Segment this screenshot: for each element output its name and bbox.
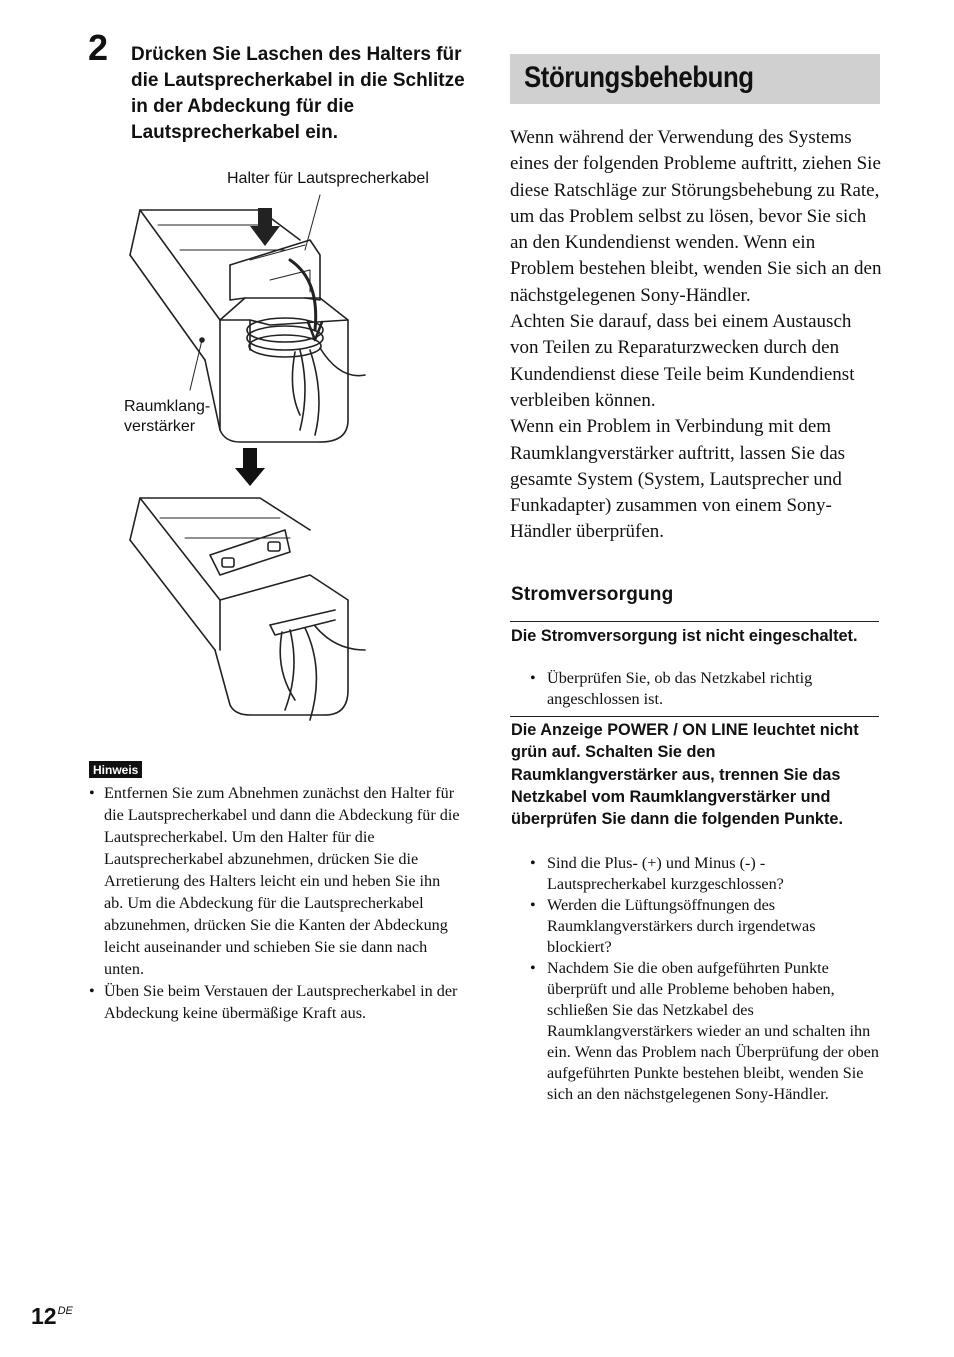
step-instruction: Drücken Sie Laschen des Halters für die Lautsprecherkabel in die Schlitze in der Abdeckung für die Lautsprecherkabel ein. xyxy=(131,44,465,143)
note-badge: Hinweis xyxy=(89,761,142,778)
intro-paragraph: Wenn während der Verwendung des Systems eines der folgenden Probleme auftritt, ziehen Sie diese Ratschläge zur Störungsbehebung zu Rate, um das Problem selbst zu lösen, bevor Sie sich an den Kundendienst wenden. Wenn ein Problem bestehen bleibt, wenden Sie sich an den nächstgelegenen Sony-Händler. xyxy=(510,127,882,306)
problem-question: Die Stromversorgung ist nicht eingeschaltet. xyxy=(511,627,858,645)
answer-item: • Werden die Lüftungsöffnungen des Raumklangverstärkers durch irgendetwas blockiert? xyxy=(530,895,880,958)
note-list xyxy=(89,782,461,1024)
down-arrow-icon xyxy=(235,448,265,486)
intro-paragraph: Wenn ein Problem in Verbindung mit dem Raumklangverstärker auftritt, lassen Sie das gesamte System (System, Lautsprecher und Funkadapter) zusammen von einem Sony-Händler überprüfen. xyxy=(510,416,846,543)
section-heading-box xyxy=(510,54,880,104)
divider xyxy=(510,621,879,622)
page-number-suffix: DE xyxy=(57,1305,73,1317)
installation-illustration xyxy=(110,180,380,725)
divider xyxy=(510,716,879,717)
answer-item: • Überprüfen Sie, ob das Netzkabel richtig angeschlossen ist. xyxy=(530,668,880,710)
section-title: Störungsbehebung xyxy=(524,61,754,94)
intro-text xyxy=(510,125,882,546)
answer-item: • Sind die Plus- (+) und Minus (-) - Lautsprecherkabel kurzgeschlossen? xyxy=(530,853,880,895)
page-number xyxy=(31,1303,73,1330)
cable-cover-bottom xyxy=(220,575,348,715)
figure-label-holder: Halter für Lautsprecherkabel xyxy=(227,170,429,187)
intro-paragraph: Achten Sie darauf, dass bei einem Austausch von Teilen zu Reparaturzwecken durch den Kundendienst diese Teile beim Kundendienst verbleiben können. xyxy=(510,311,855,411)
note-item: • Üben Sie beim Verstauen der Lautsprecherkabel in der Abdeckung keine übermäßige Kraft aus. xyxy=(89,980,461,1024)
subsection-title: Stromversorgung xyxy=(511,584,674,605)
figure-label-amplifier-line1: Raumklang- xyxy=(124,398,211,415)
problem-answers xyxy=(530,668,880,710)
page-number-value: 12 xyxy=(31,1303,57,1329)
step-number: 2 xyxy=(88,27,109,68)
problem-question: Die Anzeige POWER / ON LINE leuchtet nicht grün auf. Schalten Sie den Raumklangverstärker aus, trennen Sie das Netzkabel vom Raumklangverstärker und überprüfen Sie dann die folgenden Punkte. xyxy=(511,721,859,829)
figure-label-amplifier-line2: verstärker xyxy=(124,418,196,435)
problem-answers xyxy=(530,853,880,1105)
note-item: • Entfernen Sie zum Abnehmen zunächst den Halter für die Lautsprecherkabel und dann die Abdeckung für die Lautsprecherkabel. Um den Halter für die Lautsprecherkabel abzunehmen, drücken Sie die Arretierung des Halters leicht ein und heben Sie ihn ab. Um die Abdeckung für die Lautsprecherkabel abzunehmen, drücken Sie die Kanten der Abdeckung leicht auseinander und schieben Sie sie dann nach unten. xyxy=(89,782,461,980)
answer-item: • Nachdem Sie die oben aufgeführten Punkte überprüft und alle Probleme behoben haben, schließen Sie das Netzkabel des Raumklangverstärkers wieder an und schalten ihn ein. Wenn das Problem nach Überprüfung der oben aufgeführten Punkte bestehen bleibt, wenden Sie sich an den nächstgelegenen Sony-Händler. xyxy=(530,958,880,1105)
press-arrow-icon xyxy=(250,208,280,246)
cable-holder-top xyxy=(230,240,320,300)
